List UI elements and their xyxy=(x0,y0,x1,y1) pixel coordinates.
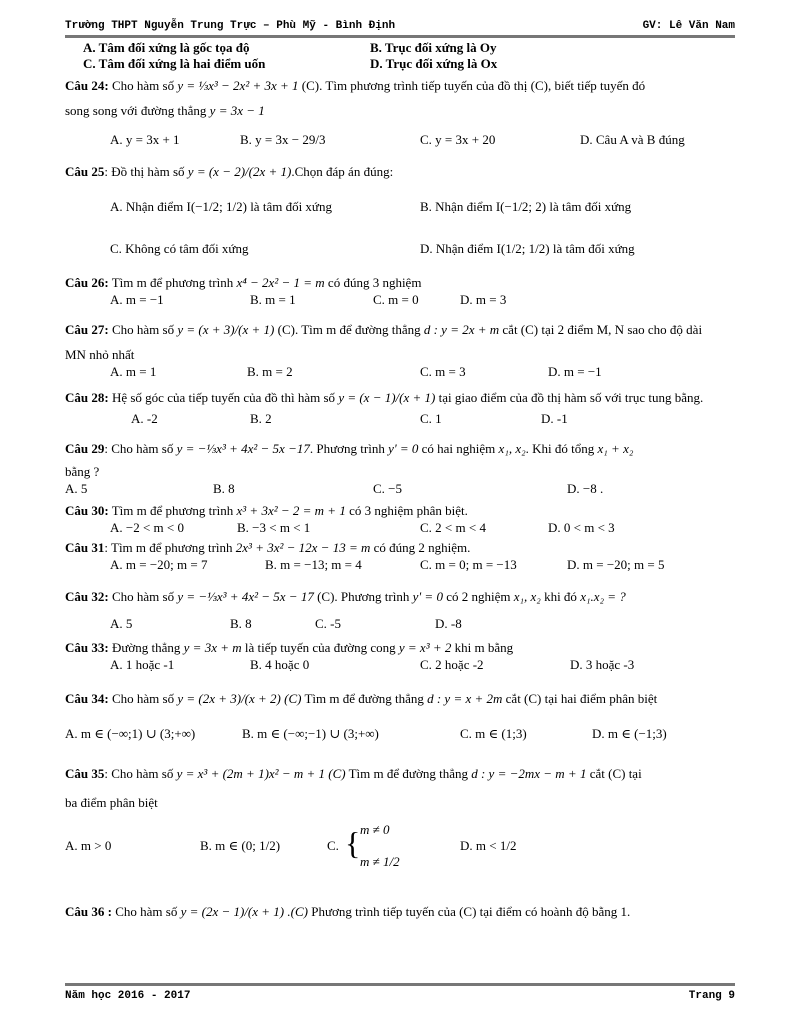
text: Tìm m để phương trình xyxy=(111,503,234,518)
text: Phương trình tiếp tuyến của (C) tại điểm có hoành độ bằng 1. xyxy=(311,904,631,919)
option-b: B. 4 hoặc 0 xyxy=(250,657,310,672)
option-c: C. 2 hoặc -2 xyxy=(420,657,484,672)
option-d: D. m ∈ (−1;3) xyxy=(592,726,667,741)
footer-year: Năm học 2016 - 2017 xyxy=(65,990,191,1002)
question-label: Câu 36 : xyxy=(65,904,112,919)
content xyxy=(65,40,735,921)
text: (C). Phương trình xyxy=(317,589,410,604)
option-c: C. 2 < m < 4 xyxy=(420,520,486,535)
text: Cho hàm số xyxy=(111,589,175,604)
q35-options xyxy=(65,818,735,880)
text: Đường thẳng xyxy=(111,640,181,655)
text: bằng ? xyxy=(65,464,100,479)
question-label: Câu 25 xyxy=(65,164,105,179)
equation: y = x³ + (2m + 1)x² − m + 1 (C) xyxy=(176,766,346,781)
equation: y = −⅓x³ + 4x² − 5x −17 xyxy=(176,441,310,456)
option-d: D. Nhận điểm I(1/2; 1/2) là tâm đối xứng xyxy=(420,241,635,256)
option-d: D. -8 xyxy=(435,616,462,631)
text: .Chọn đáp án đúng: xyxy=(291,164,394,179)
option-d: D. -1 xyxy=(541,411,568,426)
q25-options-2 xyxy=(65,229,735,271)
text: là tiếp tuyến của đường cong xyxy=(244,640,396,655)
question-35 xyxy=(65,764,735,783)
option-b: B. −3 < m < 1 xyxy=(237,520,311,535)
text: : Tìm m để phương trình xyxy=(104,540,233,555)
option-c-line1: m ≠ 0 xyxy=(360,822,390,837)
question-label: Câu 27: xyxy=(65,322,109,337)
text: có đúng 2 nghiệm. xyxy=(373,540,471,555)
option-c: C. y = 3x + 20 xyxy=(420,132,496,147)
equation: d : y = x + 2m xyxy=(427,691,503,706)
prev-options-row-2 xyxy=(65,56,735,76)
question-29 xyxy=(65,439,735,458)
equation: y = (x − 2)/(2x + 1) xyxy=(187,164,292,179)
option-c: C. m ∈ (1;3) xyxy=(460,726,527,741)
equation: 2x³ + 3x² − 12x − 13 = m xyxy=(235,540,371,555)
option-a: A. m = −20; m = 7 xyxy=(110,557,208,572)
option-a: A. Nhận điểm I(−1/2; 1/2) là tâm đối xứng xyxy=(110,199,332,214)
q29-options xyxy=(65,481,735,499)
question-label: Câu 26: xyxy=(65,275,109,290)
brace-icon: { xyxy=(345,825,361,861)
text: cắt (C) tại hai điểm phân biệt xyxy=(505,691,658,706)
option-b: B. m = −13; m = 4 xyxy=(265,557,362,572)
q30-options xyxy=(65,520,735,538)
question-27-cont xyxy=(65,345,735,364)
text: có 2 nghiệm xyxy=(446,589,511,604)
question-label: Câu 29 xyxy=(65,441,105,456)
option-a: A. y = 3x + 1 xyxy=(110,132,180,147)
text: cắt (C) tại 2 điểm M, N sao cho độ dài xyxy=(502,322,703,337)
question-28 xyxy=(65,388,735,407)
option-c: C. −5 xyxy=(373,481,403,496)
option-d: D. m = −20; m = 5 xyxy=(567,557,665,572)
equation: y = −⅓x³ + 4x² − 5x − 17 xyxy=(177,589,314,604)
option-b: B. m ∈ (−∞;−1) ∪ (3;+∞) xyxy=(242,726,379,741)
option-d: D. m = −1 xyxy=(548,364,602,379)
question-label: Câu 24: xyxy=(65,78,109,93)
question-27 xyxy=(65,320,735,339)
option-d: D. 3 hoặc -3 xyxy=(570,657,635,672)
question-label: Câu 32: xyxy=(65,589,109,604)
header-rule xyxy=(65,35,735,38)
option-c: C. m = 0 xyxy=(373,292,419,307)
question-36 xyxy=(65,902,735,921)
equation: x₁.x₂ = ? xyxy=(580,589,626,604)
equation: y = (2x + 3)/(x + 2) (C) xyxy=(177,691,302,706)
option-b: B. 8 xyxy=(213,481,235,496)
question-label: Câu 34: xyxy=(65,691,109,706)
question-label: Câu 33: xyxy=(65,640,109,655)
equation: y' = 0 xyxy=(412,589,443,604)
text: (C). Tìm phương trình tiếp tuyến của đồ thị (C), biết tiếp tuyến đó xyxy=(301,78,646,93)
text: (C). Tìm m để đường thẳng xyxy=(277,322,421,337)
q28-options xyxy=(65,411,735,431)
question-label: Câu 30: xyxy=(65,503,109,518)
text: Cho hàm số xyxy=(111,691,175,706)
option-a: A. m ∈ (−∞;1) ∪ (3;+∞) xyxy=(65,726,196,741)
q24-options xyxy=(65,126,735,156)
question-25 xyxy=(65,162,735,181)
text: Cho hàm số xyxy=(115,904,178,919)
q31-options xyxy=(65,557,735,575)
option-b: B. m = 1 xyxy=(250,292,296,307)
text: : Đồ thị hàm số xyxy=(104,164,185,179)
option-a: A. 5 xyxy=(110,616,133,631)
q32-options xyxy=(65,616,735,638)
option-c-line2: m ≠ 1/2 xyxy=(360,854,400,869)
option-b: B. 2 xyxy=(250,411,272,426)
equation: x₁ + x₂ xyxy=(597,441,634,456)
option-a: A. −2 < m < 0 xyxy=(110,520,184,535)
text: có 3 nghiệm phân biệt. xyxy=(349,503,468,518)
equation: y = ⅓x³ − 2x² + 3x + 1 xyxy=(177,78,299,93)
option-c: C. -5 xyxy=(315,616,341,631)
option-a: A. 5 xyxy=(65,481,88,496)
q34-options xyxy=(65,726,735,750)
question-29-cont xyxy=(65,462,735,481)
question-24-cont xyxy=(65,101,735,120)
page-footer xyxy=(65,990,735,1002)
text: có hai nghiệm xyxy=(421,441,496,456)
question-32 xyxy=(65,587,735,606)
equation: y' = 0 xyxy=(388,441,419,456)
prev-option-b: B. Trục đối xứng là Oy xyxy=(370,40,497,55)
text: Tìm m để phương trình xyxy=(111,275,234,290)
option-b: B. 8 xyxy=(230,616,252,631)
equation: x⁴ − 2x² − 1 = m xyxy=(236,275,325,290)
equation: y = (x + 3)/(x + 1) xyxy=(177,322,275,337)
equation: d : y = 2x + m xyxy=(423,322,500,337)
equation: d : y = −2mx − m + 1 xyxy=(471,766,587,781)
option-a: A. m = −1 xyxy=(110,292,164,307)
equation: y = (x − 1)/(x + 1) xyxy=(338,390,436,405)
equation: x₁, x₂ xyxy=(498,441,526,456)
text: Tìm m để đường thẳng xyxy=(348,766,468,781)
q25-options-1 xyxy=(65,187,735,229)
equation: x³ + 3x² − 2 = m + 1 xyxy=(236,503,346,518)
option-b: B. Nhận điểm I(−1/2; 2) là tâm đối xứng xyxy=(420,199,632,214)
text: : Cho hàm số xyxy=(104,441,174,456)
equation: y = x³ + 2 xyxy=(398,640,452,655)
question-label: Câu 35 xyxy=(65,766,105,781)
question-30 xyxy=(65,501,735,520)
option-b: B. m ∈ (0; 1/2) xyxy=(200,838,281,853)
text: Cho hàm số xyxy=(111,78,175,93)
option-d: D. 0 < m < 3 xyxy=(548,520,615,535)
option-d: D. m < 1/2 xyxy=(460,838,517,853)
prev-options-row-1 xyxy=(65,40,735,56)
prev-option-d: D. Trục đối xứng là Ox xyxy=(370,56,498,71)
text: : Cho hàm số xyxy=(104,766,174,781)
question-31 xyxy=(65,538,735,557)
prev-option-a: A. Tâm đối xứng là gốc tọa độ xyxy=(83,40,250,55)
question-35-cont xyxy=(65,793,735,812)
option-b: B. m = 2 xyxy=(247,364,293,379)
question-34 xyxy=(65,689,735,708)
text: . Khi đó tổng xyxy=(525,441,595,456)
equation: y = (2x − 1)/(x + 1) .(C) xyxy=(180,904,308,919)
text: khi đó xyxy=(544,589,577,604)
question-26 xyxy=(65,273,735,292)
text: Cho hàm số xyxy=(111,322,175,337)
text: khi m bằng xyxy=(454,640,514,655)
option-d: D. m = 3 xyxy=(460,292,507,307)
q26-options xyxy=(65,292,735,308)
option-c: C. 1 xyxy=(420,411,442,426)
question-label: Câu 28: xyxy=(65,390,109,405)
text: có đúng 3 nghiệm xyxy=(327,275,422,290)
option-c: C. m = 0; m = −13 xyxy=(420,557,517,572)
text: Hệ số góc của tiếp tuyến của đồ thì hàm số xyxy=(111,390,336,405)
option-b: B. y = 3x − 29/3 xyxy=(240,132,326,147)
text: cắt (C) tại xyxy=(589,766,642,781)
text: Tìm m để đường thẳng xyxy=(304,691,424,706)
option-c: C. m = 3 xyxy=(420,364,466,379)
option-a: A. m > 0 xyxy=(65,838,112,853)
option-d: D. −8 . xyxy=(567,481,604,496)
header-school: Trường THPT Nguyễn Trung Trực – Phù Mỹ - Bình Định xyxy=(65,20,396,32)
footer-rule xyxy=(65,983,735,986)
header-teacher: GV: Lê Văn Nam xyxy=(642,20,735,32)
q27-options xyxy=(65,364,735,382)
text: ba điểm phân biệt xyxy=(65,795,158,810)
option-c-label: C. xyxy=(327,838,339,853)
option-a: A. -2 xyxy=(131,411,158,426)
option-a: A. m = 1 xyxy=(110,364,157,379)
question-label: Câu 31 xyxy=(65,540,105,555)
equation: y = 3x + m xyxy=(183,640,242,655)
text: MN nhỏ nhất xyxy=(65,347,135,362)
option-c: C. Không có tâm đối xứng xyxy=(110,241,249,256)
page-header xyxy=(65,20,735,32)
equation: y = 3x − 1 xyxy=(209,103,265,118)
text: . Phương trình xyxy=(309,441,385,456)
prev-option-c: C. Tâm đối xứng là hai điểm uốn xyxy=(83,56,266,71)
text: tại giao điểm của đồ thị hàm số với trục tung bằng. xyxy=(438,390,704,405)
q33-options xyxy=(65,657,735,677)
option-a: A. 1 hoặc -1 xyxy=(110,657,175,672)
option-d: D. Câu A và B đúng xyxy=(580,132,685,147)
footer-page-number: Trang 9 xyxy=(688,990,735,1002)
text: song song với đường thẳng xyxy=(65,103,207,118)
question-33 xyxy=(65,638,735,657)
question-24 xyxy=(65,76,735,95)
equation: x₁, x₂ xyxy=(513,589,541,604)
